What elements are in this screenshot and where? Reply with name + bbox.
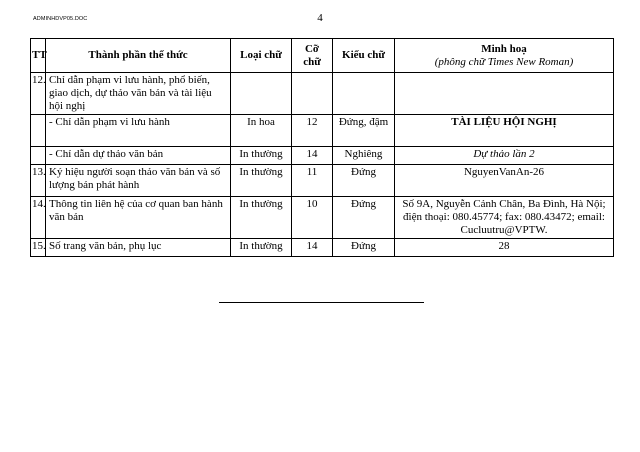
row-size: 12	[292, 115, 333, 147]
row-style: Đứng	[333, 165, 395, 197]
row-size: 14	[292, 239, 333, 257]
table-header-row	[31, 39, 614, 73]
row-demo: NguyenVanAn-26	[395, 165, 614, 197]
row-type: In thường	[231, 147, 292, 165]
row-type: In thường	[231, 197, 292, 239]
table-row	[31, 115, 614, 147]
row-size: 11	[292, 165, 333, 197]
row-style	[333, 73, 395, 115]
end-divider	[219, 302, 424, 303]
row-component: Số trang văn bản, phụ lục	[46, 239, 231, 257]
table-row	[31, 239, 614, 257]
row-style: Đứng	[333, 197, 395, 239]
row-component: Ký hiệu người soạn thảo văn bản và số lượng bản phát hành	[46, 165, 231, 197]
page-number: 4	[317, 12, 323, 24]
row-style: Nghiêng	[333, 147, 395, 165]
header-tt: TT	[31, 39, 46, 73]
header-demo	[395, 39, 614, 73]
header-type: Loại chữ	[231, 39, 292, 73]
table-row	[31, 197, 614, 239]
row-demo: Dự thảo lần 2	[395, 147, 614, 165]
row-demo	[395, 197, 614, 239]
row-component: - Chỉ dẫn phạm vi lưu hành	[46, 115, 231, 147]
row-demo: 28	[395, 239, 614, 257]
row-type: In thường	[231, 165, 292, 197]
row-tt: 13.	[31, 165, 46, 197]
row-type: In hoa	[231, 115, 292, 147]
table-row	[31, 147, 614, 165]
row-component: Thông tin liên hệ của cơ quan ban hành văn bản	[46, 197, 231, 239]
header-demo-title: Minh hoạ	[481, 42, 527, 55]
row-component: - Chỉ dẫn dự thảo văn bản	[46, 147, 231, 165]
row-style: Đứng, đậm	[333, 115, 395, 147]
header-size: Cỡ chữ	[292, 39, 333, 73]
row-size: 10	[292, 197, 333, 239]
header-demo-subtitle: (phông chữ Times New Roman)	[434, 55, 574, 68]
formatting-table	[30, 38, 614, 257]
demo-contact-line: điện thoại: 080.45774; fax: 080.43472; email: Cucluutru@VPTW.	[403, 211, 605, 236]
row-tt: 14.	[31, 197, 46, 239]
demo-address-line: Số 9A, Nguyễn Cảnh Chân, Ba Đình, Hà Nội;	[402, 198, 606, 210]
row-tt: 12.	[31, 73, 46, 115]
row-component: Chỉ dẫn phạm vi lưu hành, phổ biến, giao dịch, dự thảo văn bản và tài liệu hội nghị	[46, 73, 231, 115]
row-type	[231, 73, 292, 115]
row-size: 14	[292, 147, 333, 165]
row-tt: 15.	[31, 239, 46, 257]
row-tt	[31, 115, 46, 147]
row-style: Đứng	[333, 239, 395, 257]
row-demo: TÀI LIỆU HỘI NGHỊ	[395, 115, 614, 147]
row-size	[292, 73, 333, 115]
header-component: Thành phần thể thức	[46, 39, 231, 73]
document-code: ADMINHDVP05.DOC	[33, 16, 88, 22]
table-row	[31, 73, 614, 115]
table-row	[31, 165, 614, 197]
row-demo	[395, 73, 614, 115]
header-style: Kiểu chữ	[333, 39, 395, 73]
row-type: In thường	[231, 239, 292, 257]
row-tt	[31, 147, 46, 165]
